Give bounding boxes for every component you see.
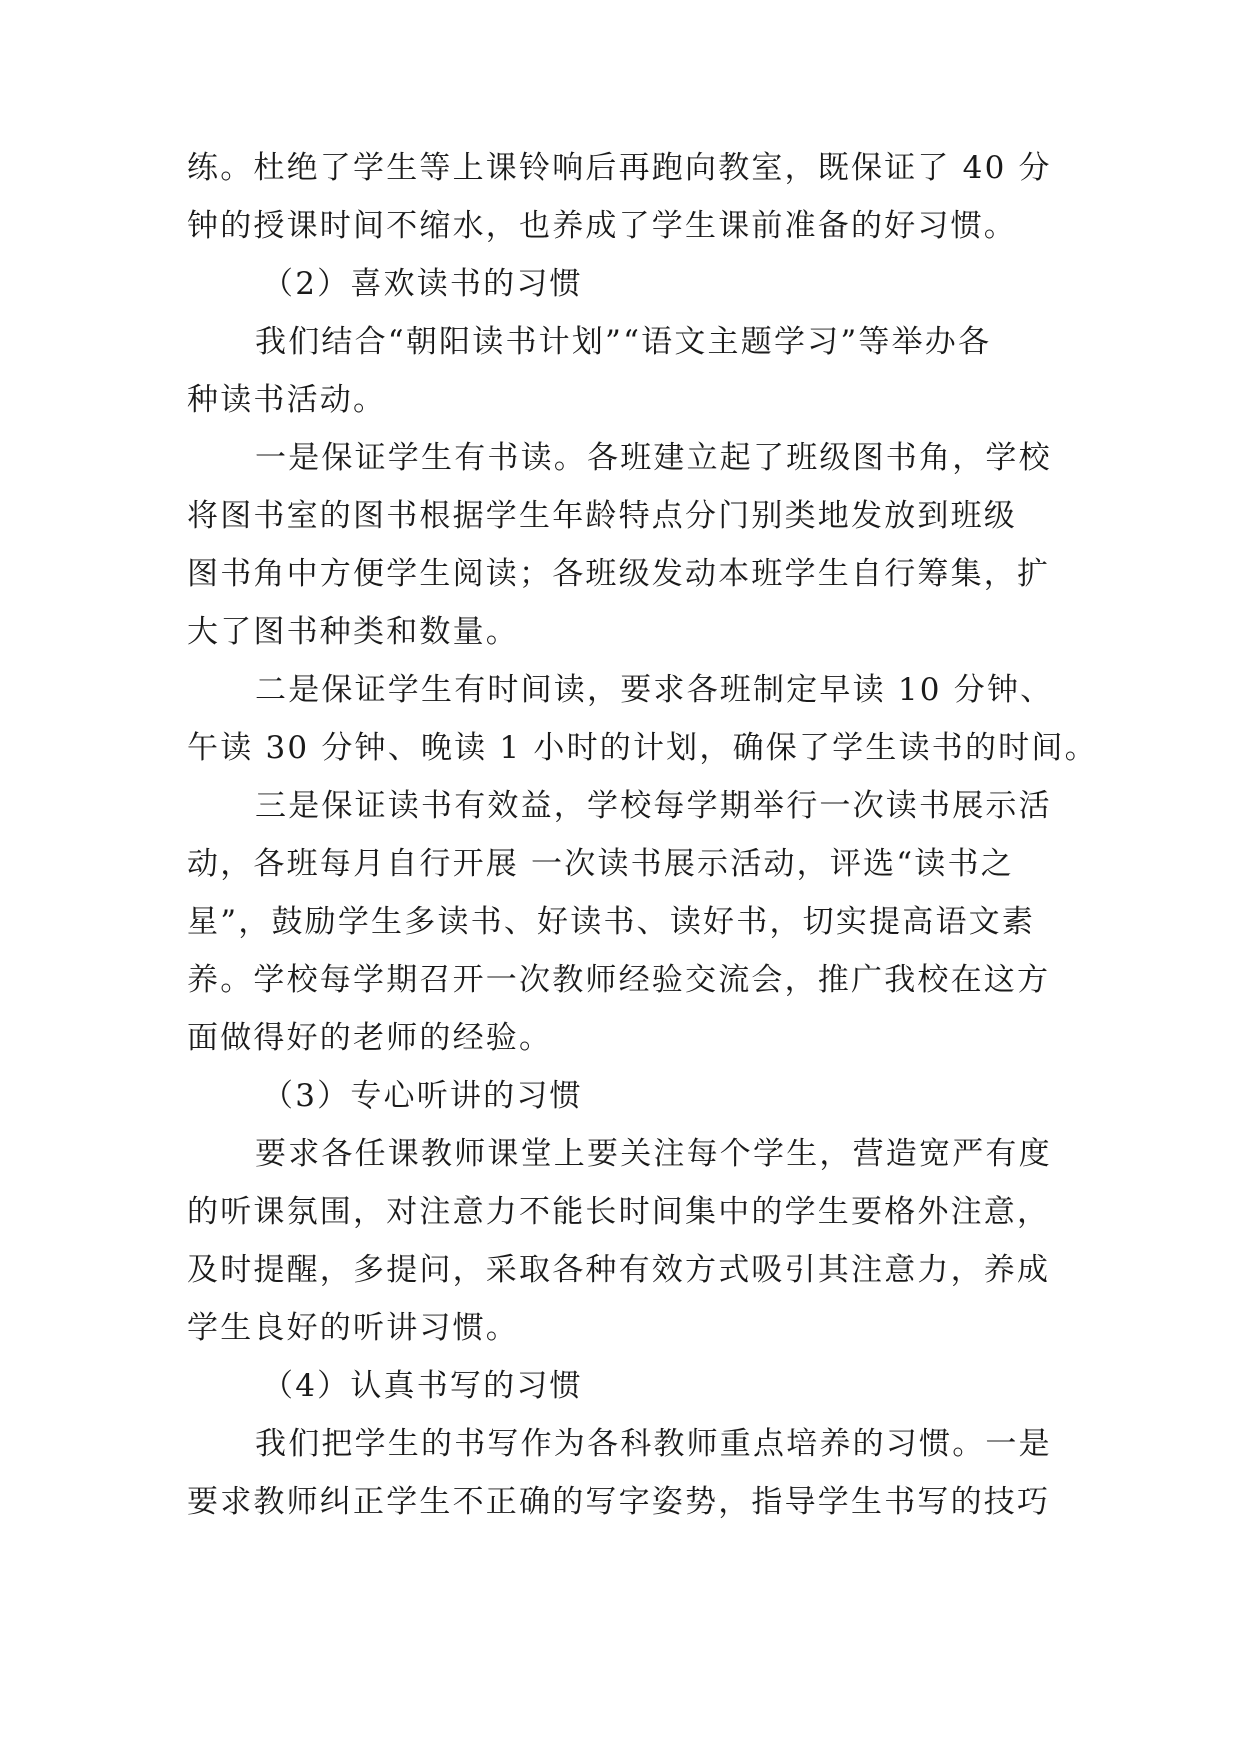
text-line: 练。杜绝了学生等上课铃响后再跑向教室，既保证了 40 分	[187, 150, 1052, 186]
paragraph-start: 一是保证学生有书读。各班建立起了班级图书角，学校	[255, 440, 1052, 476]
text-line: 面做得好的老师的经验。	[187, 1020, 553, 1056]
text-line: 种读书活动。	[187, 382, 387, 418]
paragraph-start: 我们结合“朝阳读书计划”“语文主题学习”等举办各	[255, 324, 992, 360]
section-heading: （4）认真书写的习惯	[262, 1368, 583, 1404]
text-line: 动，各班每月自行开展 一次读书展示活动，评选“读书之	[187, 846, 1014, 882]
text-line: 的听课氛围，对注意力不能长时间集中的学生要格外注意，	[187, 1194, 1051, 1230]
text-line: 学生良好的听讲习惯。	[187, 1310, 519, 1346]
text-line: 要求教师纠正学生不正确的写字姿势，指导学生书写的技巧	[187, 1484, 1051, 1520]
text-line: 养。学校每学期召开一次教师经验交流会，推广我校在这方	[187, 962, 1051, 998]
section-heading: （2）喜欢读书的习惯	[262, 266, 583, 302]
text-line: 午读 30 分钟、晚读 1 小时的计划，确保了学生读书的时间。	[187, 730, 1098, 766]
text-line: 星”，鼓励学生多读书、好读书、读好书，切实提高语文素	[187, 904, 1036, 940]
text-line: 钟的授课时间不缩水，也养成了学生课前准备的好习惯。	[187, 208, 1017, 244]
text-line: 将图书室的图书根据学生年龄特点分门别类地发放到班级	[187, 498, 1017, 534]
text-line: 图书角中方便学生阅读；各班级发动本班学生自行筹集，扩	[187, 556, 1051, 592]
paragraph-start: 要求各任课教师课堂上要关注每个学生，营造宽严有度	[255, 1136, 1052, 1172]
section-heading: （3）专心听讲的习惯	[262, 1078, 583, 1114]
paragraph-start: 二是保证学生有时间读，要求各班制定早读 10 分钟、	[255, 672, 1054, 708]
paragraph-start: 我们把学生的书写作为各科教师重点培养的习惯。一是	[255, 1426, 1052, 1462]
text-line: 及时提醒，多提问，采取各种有效方式吸引其注意力，养成	[187, 1252, 1051, 1288]
text-line: 大了图书种类和数量。	[187, 614, 519, 650]
paragraph-start: 三是保证读书有效益，学校每学期举行一次读书展示活	[255, 788, 1052, 824]
